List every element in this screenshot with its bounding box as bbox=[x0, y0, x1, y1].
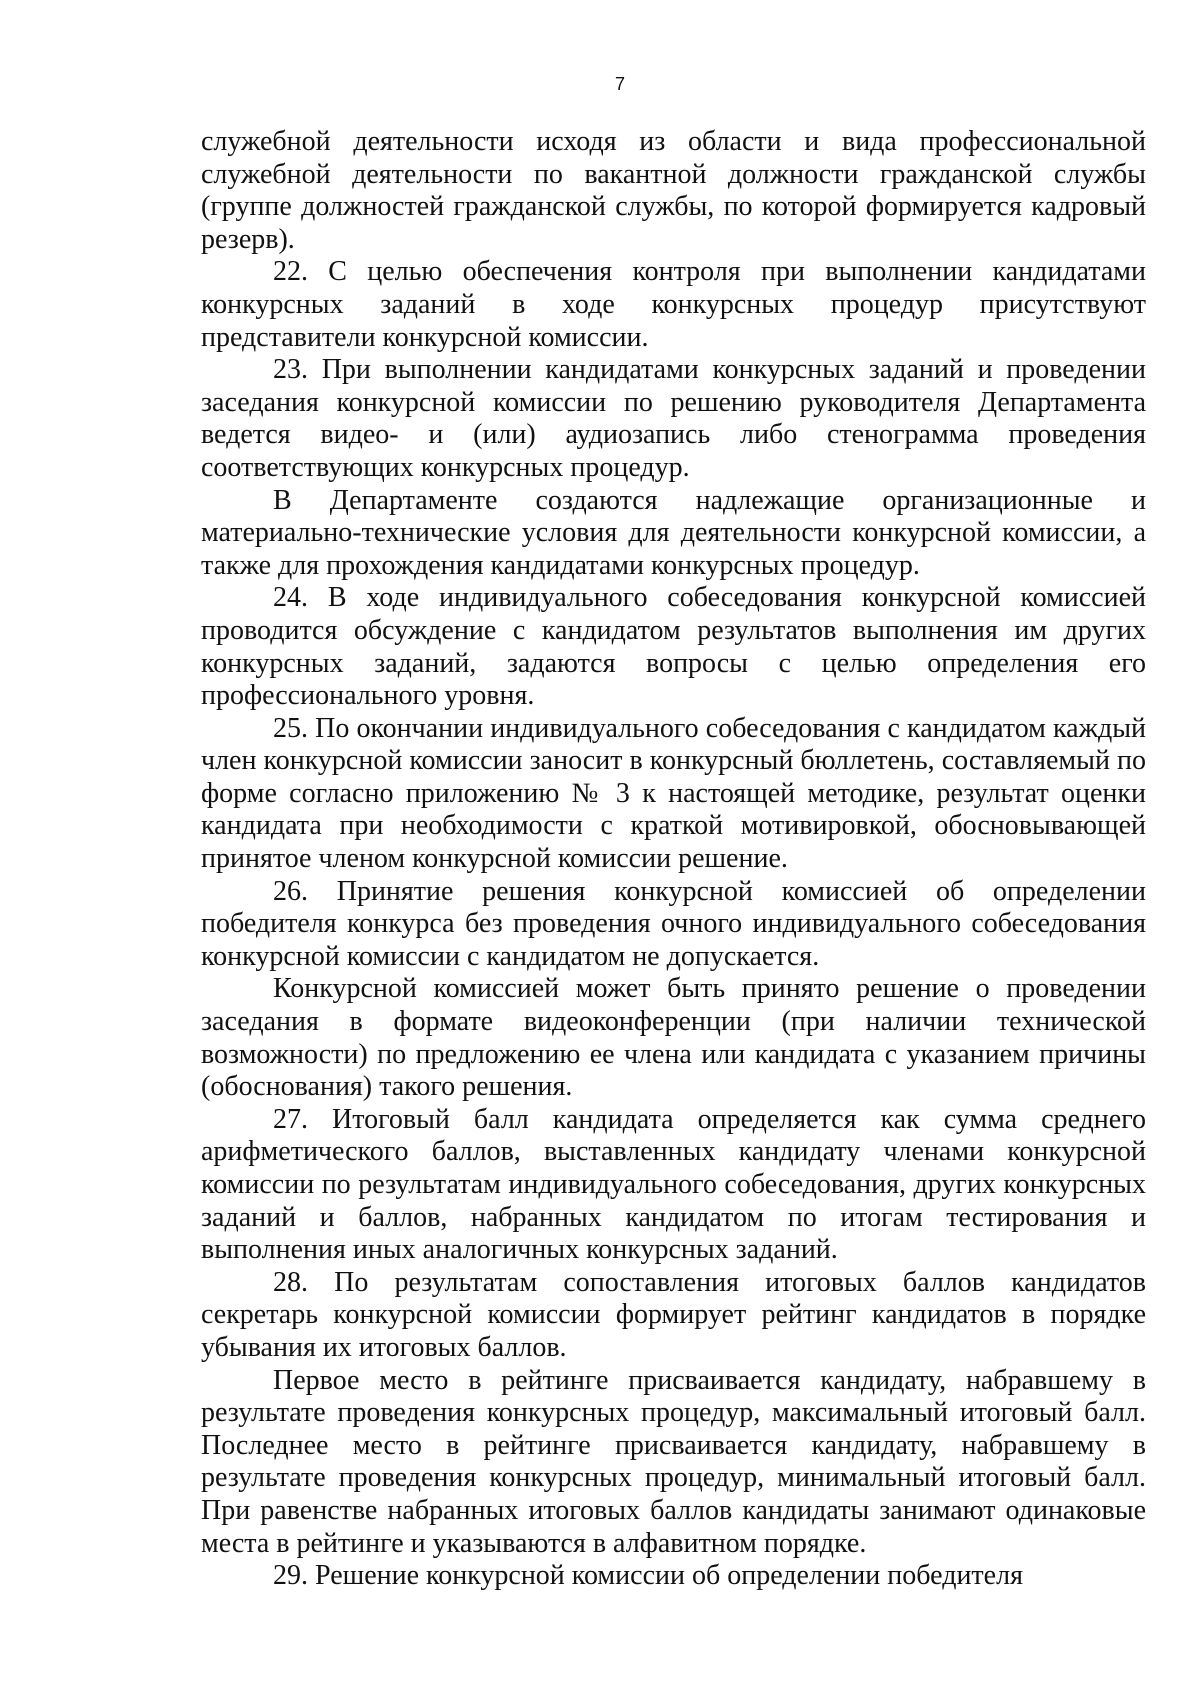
paragraph-continuation: служебной деятельности исходя из области и вида профессиональной служебной деятельности по вакантной должности гражданской службы (группе должностей гражданской службы, по которой формируется кадровый резерв). bbox=[201, 126, 1146, 255]
paragraph-23: 23. При выполнении кандидатами конкурсных заданий и проведении заседания конкурсной комиссии по решению руководителя Департамента ведется видео- и (или) аудиозапись либо стенограмма проведения соответствующих конкурсных процедур. bbox=[201, 354, 1146, 483]
paragraph-29: 29. Решение конкурсной комиссии об определении победителя bbox=[273, 1560, 1023, 1592]
paragraph-26: 26. Принятие решения конкурсной комиссией об определении победителя конкурса без проведения очного индивидуального собеседования конкурсной комиссии с кандидатом не допускается. bbox=[201, 875, 1146, 972]
paragraph-27: 27. Итоговый балл кандидата определяется как сумма среднего арифметического баллов, выставленных кандидату членами конкурсной комиссии по результатам индивидуального собеседования, других конкурсных заданий и баллов, набранных кандидатом по итогам тестирования и выполнения иных аналогичных конкурсных заданий. bbox=[201, 1103, 1146, 1266]
paragraph-23-conditions: В Департаменте создаются надлежащие организационные и материально-технические условия для деятельности конкурсной комиссии, а также для прохождения кандидатами конкурсных процедур. bbox=[201, 484, 1146, 581]
paragraph-28: 28. По результатам сопоставления итоговых баллов кандидатов секретарь конкурсной комиссии формирует рейтинг кандидатов в порядке убывания их итоговых баллов. bbox=[201, 1266, 1146, 1363]
paragraph-26-videoconference: Конкурсной комиссией может быть принято решение о проведении заседания в формате видеоконференции (при наличии технической возможности) по предложению ее члена или кандидата с указанием причины (обоснования) такого решения. bbox=[201, 973, 1146, 1103]
paragraph-24: 24. В ходе индивидуального собеседования конкурсной комиссией проводится обсуждение с кандидатом результатов выполнения им других конкурсных заданий, задаются вопросы с целью определения его профессионального уровня. bbox=[201, 582, 1146, 712]
paragraph-28-rating: Первое место в рейтинге присваивается кандидату, набравшему в результате проведения конкурсных процедур, максимальный итоговый балл. Последнее место в рейтинге присваивается кандидату, набравшему в результате проведения конкурсных процедур, минимальный итоговый балл. При равенстве набранных итоговых баллов кандидаты занимают одинаковые места в рейтинге и указываются в алфавитном порядке. bbox=[201, 1364, 1146, 1559]
paragraph-22: 22. С целью обеспечения контроля при выполнении кандидатами конкурсных заданий в ходе конкурсных процедур присутствуют представители конкурсной комиссии. bbox=[201, 256, 1146, 353]
page-number: 7 bbox=[614, 74, 625, 94]
document-body bbox=[201, 126, 1146, 1593]
paragraph-25: 25. По окончании индивидуального собеседования с кандидатом каждый член конкурсной комиссии заносит в конкурсный бюллетень, составляемый по форме согласно приложению № 3 к настоящей методике, результат оценки кандидата при необходимости с краткой мотивировкой, обосновывающей принятое членом конкурсной комиссии решение. bbox=[201, 712, 1146, 875]
